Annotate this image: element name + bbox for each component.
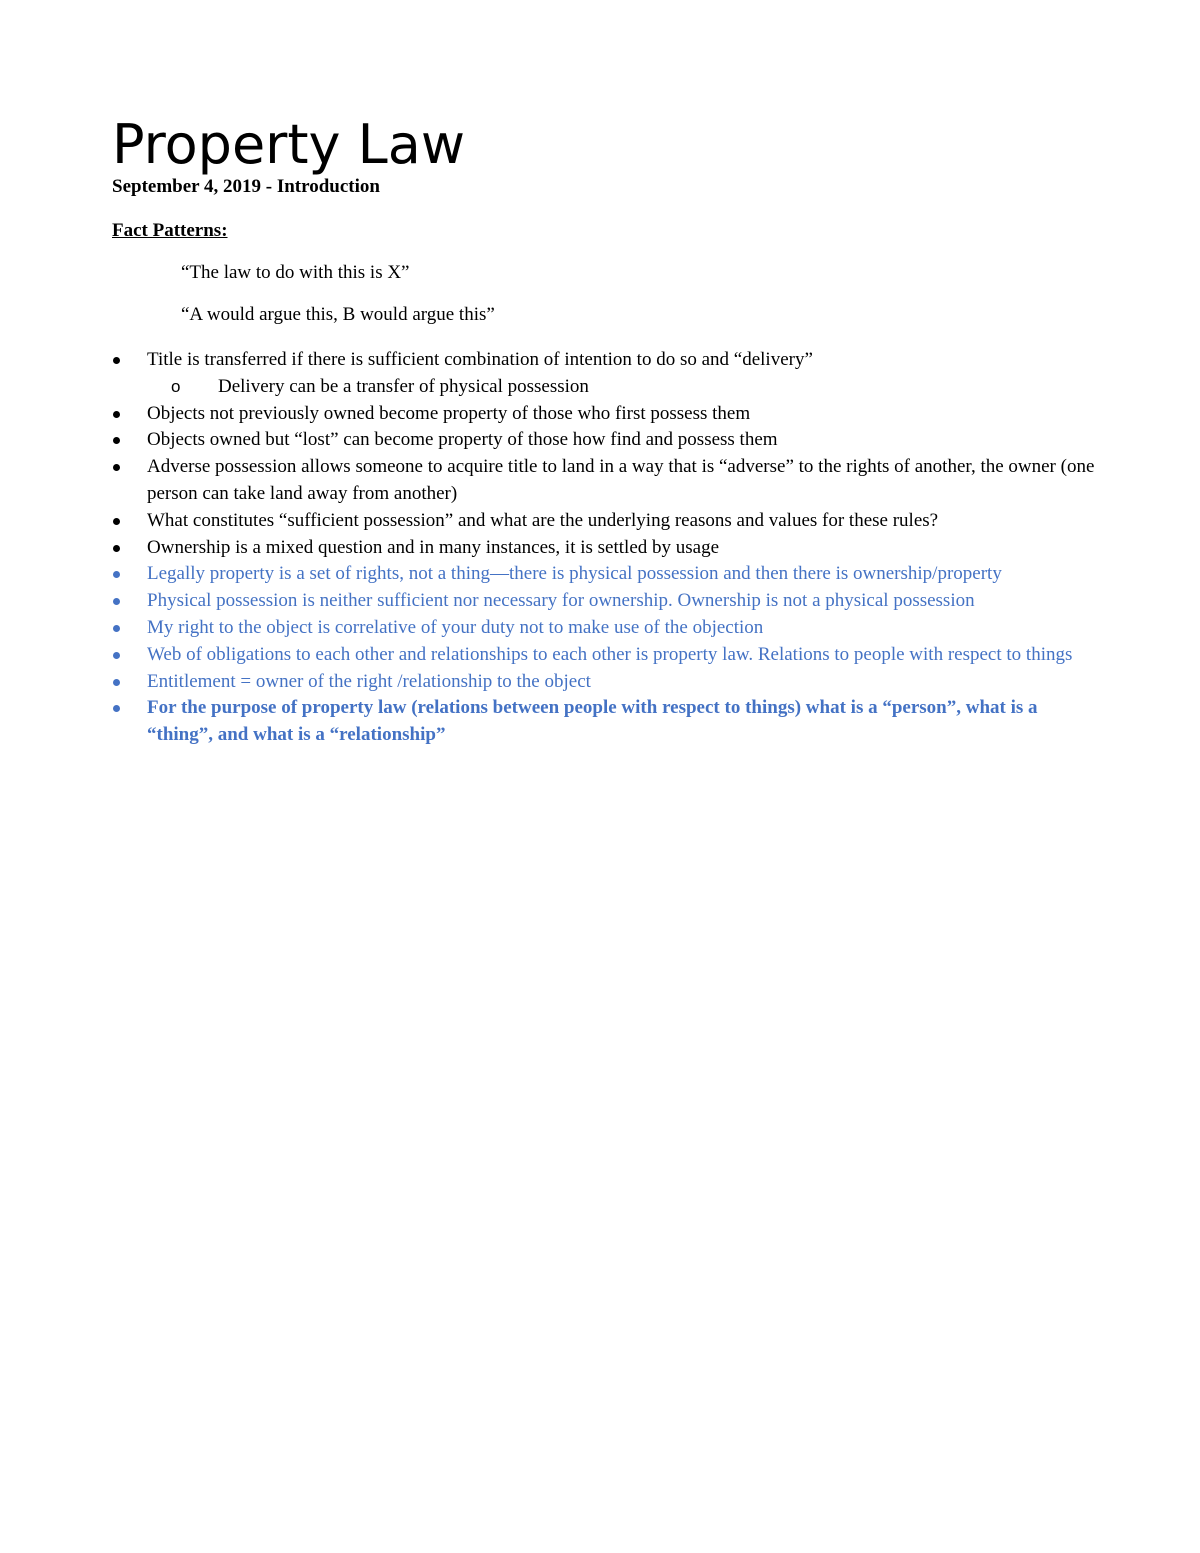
bullet-item: [112, 454, 1102, 508]
bullet-text: Objects owned but “lost” can become property of those how find and possess them: [147, 429, 778, 451]
fact-pattern-line: “The law to do with this is X”: [181, 262, 410, 283]
bullet-dot-icon: [113, 464, 120, 471]
bullet-item: [112, 695, 1102, 749]
bullet-text: Web of obligations to each other and relationships to each other is property law. Relations to people with respect to things: [147, 643, 1073, 665]
bullet-dot-icon: [113, 705, 120, 712]
bullet-text: Entitlement = owner of the right /relationship to the object: [147, 670, 591, 692]
bullet-item: [112, 588, 1102, 615]
bullet-text: Legally property is a set of rights, not a thing—there is physical possession and then there is ownership/property: [147, 563, 1002, 585]
bullet-dot-icon: [113, 571, 120, 578]
bullet-text: For the purpose of property law (relations between people with respect to things) what is a “person”, what is a “thing”, and what is a “relationship”: [147, 697, 1038, 746]
fact-pattern-line: “A would argue this, B would argue this”: [181, 304, 495, 325]
bullet-item: [112, 615, 1102, 642]
lecture-date-subtitle: September 4, 2019 - Introduction: [112, 176, 380, 197]
bullet-dot-icon: [113, 652, 120, 659]
bullet-dot-icon: [113, 437, 120, 444]
sub-bullet-item: [112, 374, 1102, 401]
bullet-text: Objects not previously owned become property of those who first possess them: [147, 402, 751, 424]
bullet-text: Physical possession is neither sufficient nor necessary for ownership. Ownership is not a physical possession: [147, 590, 975, 612]
bullet-item: [112, 535, 1102, 562]
sub-bullet-marker: o: [171, 376, 181, 396]
bullet-dot-icon: [113, 625, 120, 632]
bullet-text: What constitutes “sufficient possession” and what are the underlying reasons and values for these rules?: [147, 509, 939, 531]
fact-patterns-heading: Fact Patterns:: [112, 220, 228, 241]
bullet-text: Ownership is a mixed question and in many instances, it is settled by usage: [147, 536, 720, 558]
bullet-item: [112, 508, 1102, 535]
bullet-item: [112, 561, 1102, 588]
bullet-text: Delivery can be a transfer of physical possession: [218, 375, 589, 397]
bullet-item: [112, 401, 1102, 428]
bullet-dot-icon: [113, 411, 120, 418]
bullet-item: [112, 427, 1102, 454]
page-title: Property Law: [112, 113, 466, 176]
bullet-dot-icon: [113, 598, 120, 605]
bullet-text: Title is transferred if there is sufficient combination of intention to do so and “delivery”: [147, 349, 813, 370]
bullet-dot-icon: [113, 357, 120, 364]
notes-bullet-list: [112, 347, 1102, 749]
bullet-item: [112, 642, 1102, 669]
bullet-dot-icon: [113, 518, 120, 525]
bullet-text: Adverse possession allows someone to acquire title to land in a way that is “adverse” to the rights of another, the owner (one person can take land away from another): [147, 456, 1095, 504]
bullet-dot-icon: [113, 679, 120, 686]
bullet-item: [112, 669, 1102, 696]
bullet-item: [112, 347, 1102, 374]
bullet-text: My right to the object is correlative of your duty not to make use of the objection: [147, 616, 764, 638]
bullet-dot-icon: [113, 545, 120, 552]
